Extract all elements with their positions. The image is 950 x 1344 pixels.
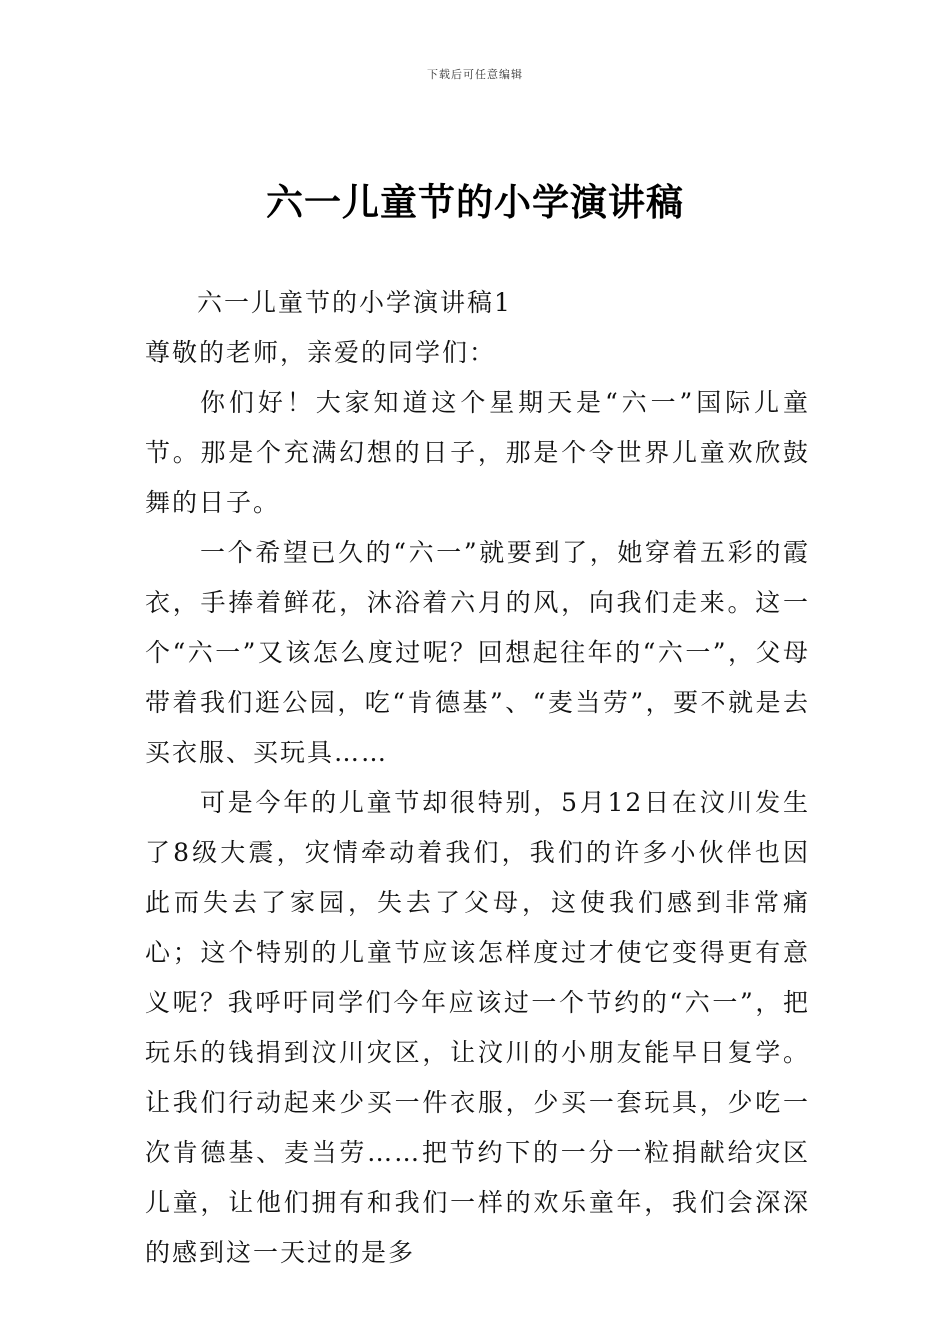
- paragraph-2: 一个希望已久的“六一”就要到了，她穿着五彩的霞衣，手捧着鲜花，沐浴着六月的风，向我们走来。这一个“六一”又该怎么度过呢？回想起往年的“六一”，父母带着我们逛公园，吃“肯德基”、“麦当劳”，要不就是去买衣服、买玩具……: [145, 538, 811, 767]
- salutation: 尊敬的老师，亲爱的同学们：: [145, 338, 497, 367]
- speech-subtitle: 六一儿童节的小学演讲稿1: [197, 288, 512, 317]
- paragraph-1: 你们好！大家知道这个星期天是“六一”国际儿童节。那是个充满幻想的日子，那是个令世界儿童欢欣鼓舞的日子。: [145, 388, 810, 517]
- document-title: 六一儿童节的小学演讲稿: [266, 181, 684, 224]
- header-note: 下载后可任意编辑: [427, 68, 523, 81]
- document-body: [145, 278, 810, 1278]
- paragraph-3: 可是今年的儿童节却很特别，5月12日在汶川发生了8级大震，灾情牵动着我们，我们的许多小伙伴也因此而失去了家园，失去了父母，这使我们感到非常痛心；这个特别的儿童节应该怎样度过才使它变得更有意义呢？我呼吁同学们今年应该过一个节约的“六一”，把玩乐的钱捐到汶川灾区，让汶川的小朋友能早日复学。让我们行动起来少买一件衣服，少买一套玩具，少吃一次肯德基、麦当劳……把节约下的一分一粒捐献给灾区儿童，让他们拥有和我们一样的欢乐童年，我们会深深的感到这一天过的是多: [145, 788, 810, 1267]
